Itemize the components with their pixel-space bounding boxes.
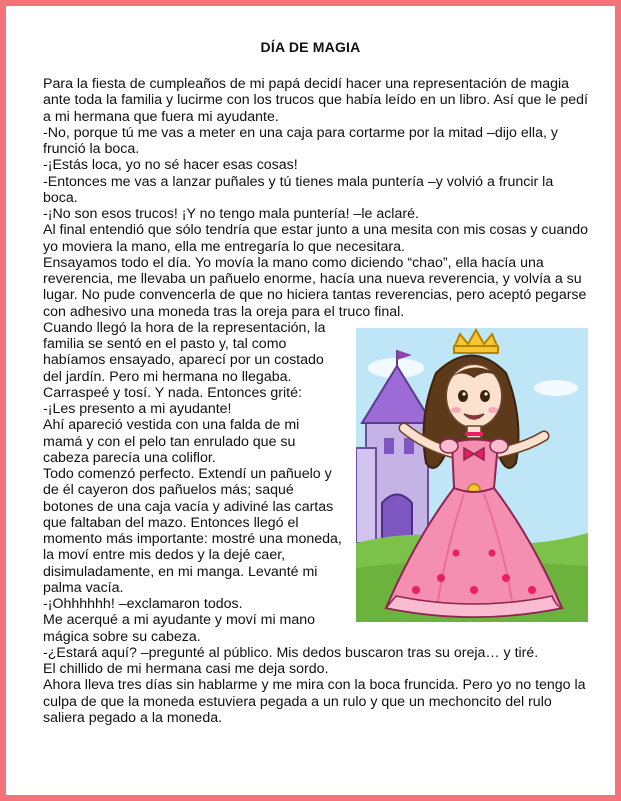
story-paragraph: Carraspeé y tosí. Y nada. Entonces grité: [43,384,302,401]
story-paragraph: -No, porque tú me vas a meter en una caja para cortarme por la mitad –dijo ella, y frunció la boca. [43,124,558,157]
story-paragraph: Cuando llegó la hora de la representación, la familia se sentó en el pasto y, tal como habíamos ensayado, aparecí por un costado del jardín. Pero mi hermana no llegaba. [43,319,326,385]
story-paragraph: -Entonces me vas a lanzar puñales y tú tienes mala puntería –y volvió a fruncir la boca. [43,173,554,206]
story-paragraph: -¡Les presento a mi ayudante! [43,401,232,417]
story-paragraph: Ensayamos todo el día. Yo movía la mano como diciendo “chao”, ella hacía una reverencia, me llevaba un pañuelo enorme, hacía una nueva reverencia, y volvía a su lugar. No pude convencerla de que no hiciera tantas reverencias, pero aceptó pegarse con adhesivo una moneda tras la oreja para el truco final. [43,254,587,320]
story-paragraph: El chillido de mi hermana casi me deja sordo. [43,661,329,677]
story-title: DÍA DE MAGIA [260,39,361,55]
story-paragraph: Ahí apareció vestida con una falda de mi mamá y con el pelo tan enrulado que su cabeza parecía una coliflor. [43,417,300,466]
princess-illustration [356,328,588,622]
story-paragraph: -¡No son esos trucos! ¡Y no tengo mala puntería! –le aclaré. [43,206,419,222]
story-paragraph: Todo comenzó perfecto. Extendí un pañuelo y de él cayeron dos pañuelos más; saqué botones de una caja vacía y adiviné las cartas que faltaban del mazo. Entonces llegó el momento más importante: mostré una moneda, la moví entre mis dedos y la dejé caer, disimuladamente, en mi manga. Levanté mi palma vacía. [43,466,342,596]
story-paragraph: -¡Estás loca, yo no sé hacer esas cosas! [43,157,298,174]
story-paragraph: Para la fiesta de cumpleaños de mi papá decidí hacer una representación de magia ante toda la familia y lucirme con los trucos que había leído en un libro. Así que le pedí a mi hermana que fuera mi ayudante. [43,76,588,125]
story-paragraph: -¡Ohhhhhh! –exclamaron todos. [43,596,243,612]
story-paragraph: Ahora lleva tres días sin hablarme y me mira con la boca fruncida. Pero yo no tengo la culpa de que la moneda estuviera pegada a un rulo y que un mechoncito del rulo saliera pegado a la moneda. [43,677,586,726]
story-paragraph: Al final entendió que sólo tendría que estar junto a una mesita con mis cosas y cuando yo moviera la mano, ella me entregaría lo que necesitara. [43,222,588,255]
story-paragraph: -¿Estará aquí? –pregunté al público. Mis dedos buscaron tras su oreja… y tiré. [43,644,539,661]
story-paragraph: Me acerqué a mi ayudante y moví mi mano mágica sobre su cabeza. [43,612,316,645]
story-body [43,76,588,726]
